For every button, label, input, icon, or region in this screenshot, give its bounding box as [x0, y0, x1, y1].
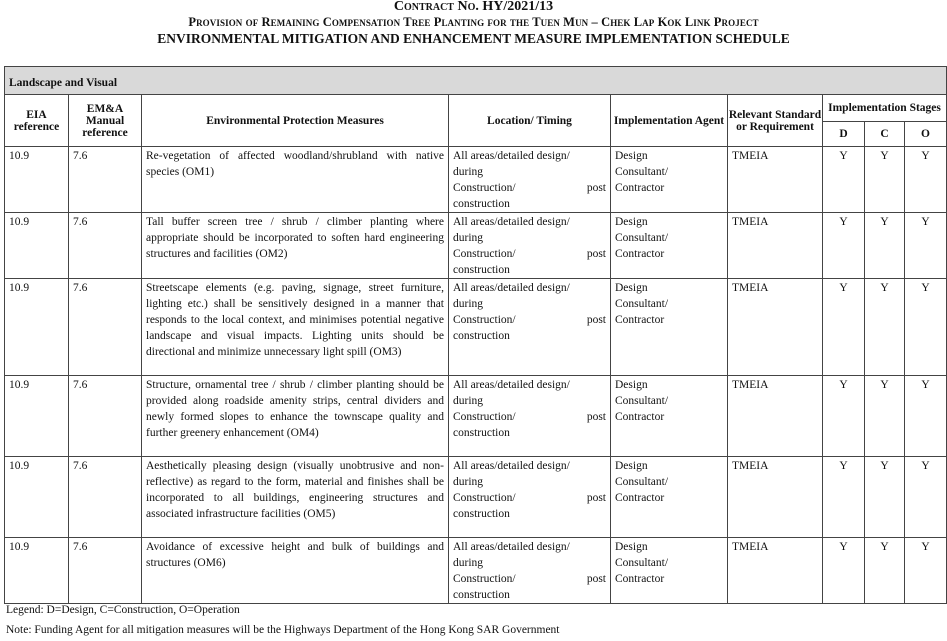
table-row — [5, 538, 947, 604]
location-line-1: All areas/detailed design/ — [453, 216, 570, 228]
eia-reference-cell: 10.9 — [5, 376, 69, 457]
col-stage-c: C — [865, 122, 905, 147]
relevant-standard-cell: TMEIA — [728, 376, 823, 457]
col-eia-reference: EIA reference — [5, 95, 69, 147]
implementation-agent-cell: Design Consultant/ Contractor — [611, 538, 728, 604]
section-header-row — [5, 67, 947, 95]
stage-d-cell: Y — [823, 457, 865, 538]
location-line-4: construction — [453, 264, 510, 276]
location-timing-cell — [449, 147, 611, 213]
location-line-4: construction — [453, 427, 510, 439]
implementation-agent-cell: Design Consultant/ Contractor — [611, 457, 728, 538]
location-line-2: during — [453, 166, 484, 178]
table-row — [5, 376, 947, 457]
location-line-3: Construction/ post — [453, 248, 606, 260]
location-line-3: Construction/ post — [453, 314, 606, 326]
relevant-standard-cell: TMEIA — [728, 213, 823, 279]
eia-reference-cell: 10.9 — [5, 147, 69, 213]
implementation-agent-cell: Design Consultant/ Contractor — [611, 376, 728, 457]
location-line-1: All areas/detailed design/ — [453, 460, 570, 472]
measure-cell: Re-vegetation of affected woodland/shrubland with native species (OM1) — [142, 147, 449, 213]
col-stage-o: O — [905, 122, 947, 147]
table-row — [5, 457, 947, 538]
stage-d-cell: Y — [823, 376, 865, 457]
location-line-2: during — [453, 298, 484, 310]
column-header-row — [5, 95, 947, 122]
location-line-1: All areas/detailed design/ — [453, 379, 570, 391]
implementation-agent-cell: Design Consultant/ Contractor — [611, 279, 728, 376]
contract-prefix: Contract No. — [393, 0, 479, 14]
ema-reference-cell: 7.6 — [69, 376, 142, 457]
relevant-standard-cell: TMEIA — [728, 147, 823, 213]
eia-reference-cell: 10.9 — [5, 279, 69, 376]
ema-reference-cell: 7.6 — [69, 147, 142, 213]
measure-cell: Streetscape elements (e.g. paving, signage, street furniture, lighting etc.) shall be sensitively designed in a manner that responds to the local context, and minimises potential negative landscape and visual impacts. Lighting units should be directional and minimize unnecessary light spill (OM3) — [142, 279, 449, 376]
stage-c-cell: Y — [865, 457, 905, 538]
location-line-2: during — [453, 557, 484, 569]
implementation-agent-cell: Design Consultant/ Contractor — [611, 213, 728, 279]
col-implementation-stages: Implementation Stages — [823, 95, 947, 122]
stage-c-cell: Y — [865, 147, 905, 213]
measure-cell: Tall buffer screen tree / shrub / climber planting where appropriate should be incorporated to soften hard engineering structures and facilities (OM2) — [142, 213, 449, 279]
location-line-1: All areas/detailed design/ — [453, 150, 570, 162]
legend-text: Legend: D=Design, C=Construction, O=Operation — [6, 604, 240, 616]
stage-c-cell: Y — [865, 213, 905, 279]
col-implementation-agent: Implementation Agent — [611, 95, 728, 147]
measure-cell: Avoidance of excessive height and bulk of buildings and structures (OM6) — [142, 538, 449, 604]
table-row — [5, 279, 947, 376]
col-ema-reference: EM&A Manual reference — [69, 95, 142, 147]
contract-number — [0, 0, 947, 14]
stage-o-cell: Y — [905, 538, 947, 604]
section-title: Landscape and Visual — [5, 67, 947, 95]
location-line-2: during — [453, 232, 484, 244]
stage-o-cell: Y — [905, 213, 947, 279]
col-measures: Environmental Protection Measures — [142, 95, 449, 147]
location-line-3: Construction/ post — [453, 492, 606, 504]
implementation-agent-cell: Design Consultant/ Contractor — [611, 147, 728, 213]
stage-o-cell: Y — [905, 147, 947, 213]
location-timing-cell — [449, 538, 611, 604]
eia-reference-cell: 10.9 — [5, 213, 69, 279]
relevant-standard-cell: TMEIA — [728, 457, 823, 538]
project-title: Provision of Remaining Compensation Tree Planting for the Tuen Mun – Chek Lap Kok Link Project — [188, 15, 759, 29]
ema-reference-cell: 7.6 — [69, 213, 142, 279]
stage-d-cell: Y — [823, 147, 865, 213]
stage-o-cell: Y — [905, 279, 947, 376]
location-timing-cell — [449, 213, 611, 279]
ema-reference-cell: 7.6 — [69, 279, 142, 376]
relevant-standard-cell: TMEIA — [728, 279, 823, 376]
location-line-4: construction — [453, 589, 510, 601]
location-timing-cell — [449, 376, 611, 457]
location-line-1: All areas/detailed design/ — [453, 282, 570, 294]
table-row — [5, 147, 947, 213]
stage-o-cell: Y — [905, 376, 947, 457]
stage-c-cell: Y — [865, 538, 905, 604]
location-line-4: construction — [453, 508, 510, 520]
measure-cell: Structure, ornamental tree / shrub / climber planting should be provided along roadside amenity strips, central dividers and newly formed slopes to enhance the townscape quality and further greenery enhancement (OM4) — [142, 376, 449, 457]
location-line-4: construction — [453, 198, 510, 210]
location-line-3: Construction/ post — [453, 573, 606, 585]
col-location-timing: Location/ Timing — [449, 95, 611, 147]
note-text: Note: Funding Agent for all mitigation measures will be the Highways Department of the Hong Kong SAR Government — [6, 624, 560, 636]
stage-o-cell: Y — [905, 457, 947, 538]
eia-reference-cell: 10.9 — [5, 457, 69, 538]
location-line-4: construction — [453, 330, 510, 342]
location-line-3: Construction/ post — [453, 182, 606, 194]
implementation-schedule-table — [4, 66, 947, 604]
table-row — [5, 213, 947, 279]
location-timing-cell — [449, 457, 611, 538]
location-line-2: during — [453, 476, 484, 488]
col-stage-d: D — [823, 122, 865, 147]
stage-d-cell: Y — [823, 538, 865, 604]
measure-cell: Aesthetically pleasing design (visually unobtrusive and non-reflective) as regard to the form, material and finishes shall be incorporated to all buildings, engineering structures and associated infrastructure facilities (OM5) — [142, 457, 449, 538]
relevant-standard-cell: TMEIA — [728, 538, 823, 604]
location-line-3: Construction/ post — [453, 411, 606, 423]
stage-d-cell: Y — [823, 279, 865, 376]
location-line-2: during — [453, 395, 484, 407]
schedule-title: ENVIRONMENTAL MITIGATION AND ENHANCEMENT MEASURE IMPLEMENTATION SCHEDULE — [157, 31, 790, 46]
eia-reference-cell: 10.9 — [5, 538, 69, 604]
contract-id: HY/2021/13 — [482, 0, 554, 14]
ema-reference-cell: 7.6 — [69, 538, 142, 604]
stage-c-cell: Y — [865, 279, 905, 376]
location-timing-cell — [449, 279, 611, 376]
ema-reference-cell: 7.6 — [69, 457, 142, 538]
stage-c-cell: Y — [865, 376, 905, 457]
stage-d-cell: Y — [823, 213, 865, 279]
location-line-1: All areas/detailed design/ — [453, 541, 570, 553]
col-relevant-standard: Relevant Standard or Requirement — [728, 95, 823, 147]
